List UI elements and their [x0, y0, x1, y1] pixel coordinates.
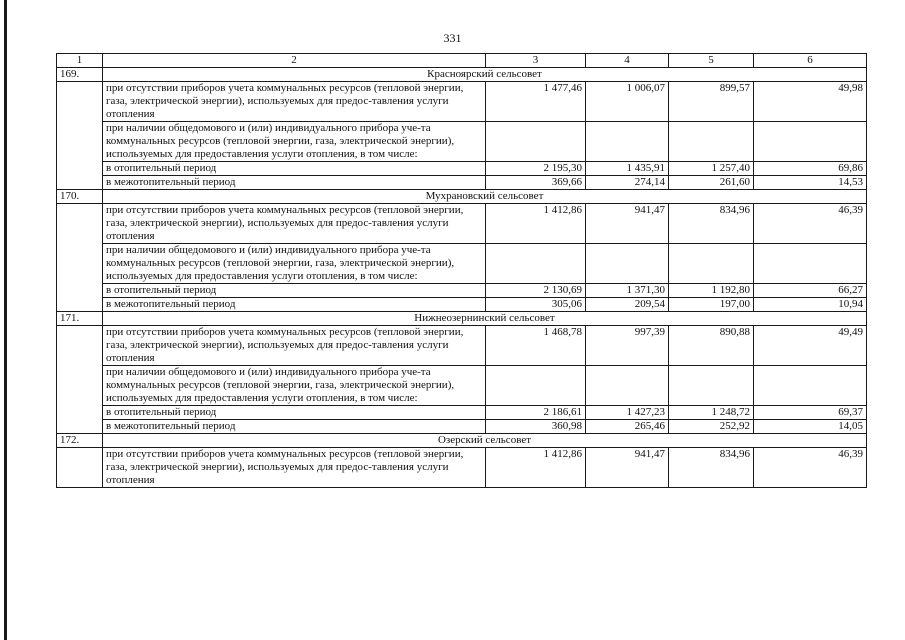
- row-description: в отопительный период: [103, 162, 486, 176]
- value-cell: 1 192,80: [669, 284, 754, 298]
- row-description: при наличии общедомового и (или) индивидуального прибора уче-та коммунальных ресурсов (тепловой энергии, газа, электрической энергии), используемых для предоставления услуги отопления, в том числе:: [103, 122, 486, 162]
- table-row: [57, 406, 867, 420]
- section-name: Нижнеозернинский сельсовет: [103, 312, 867, 326]
- empty-cell: [669, 244, 754, 284]
- value-cell: 49,98: [754, 82, 867, 122]
- value-cell: 66,27: [754, 284, 867, 298]
- row-description: при отсутствии приборов учета коммунальных ресурсов (тепловой энергии, газа, электрической энергии), используемых для предос-тавления услуги отопления: [103, 204, 486, 244]
- table-row: [57, 298, 867, 312]
- row-description: при отсутствии приборов учета коммунальных ресурсов (тепловой энергии, газа, электрической энергии), используемых для предос-тавления услуги отопления: [103, 448, 486, 488]
- value-cell: 1 412,86: [486, 204, 586, 244]
- row-description: в отопительный период: [103, 284, 486, 298]
- value-cell: 941,47: [586, 204, 669, 244]
- table-row: [57, 162, 867, 176]
- table-row: [57, 244, 867, 284]
- value-cell: 261,60: [669, 176, 754, 190]
- empty-cell: [669, 122, 754, 162]
- value-cell: 10,94: [754, 298, 867, 312]
- value-cell: 49,49: [754, 326, 867, 366]
- table-row: [57, 204, 867, 244]
- value-cell: 2 130,69: [486, 284, 586, 298]
- value-cell: 997,39: [586, 326, 669, 366]
- table-row: [57, 122, 867, 162]
- page-number: 331: [443, 31, 462, 45]
- row-description: при наличии общедомового и (или) индивидуального прибора уче-та коммунальных ресурсов (тепловой энергии, газа, электрической энергии), используемых для предоставления услуги отопления, в том числе:: [103, 366, 486, 406]
- value-cell: 209,54: [586, 298, 669, 312]
- value-cell: 1 257,40: [669, 162, 754, 176]
- value-cell: 305,06: [486, 298, 586, 312]
- row-description: при наличии общедомового и (или) индивидуального прибора уче-та коммунальных ресурсов (тепловой энергии, газа, электрической энергии), используемых для предоставления услуги отопления, в том числе:: [103, 244, 486, 284]
- table-row: [57, 420, 867, 434]
- column-header: 3: [486, 54, 586, 68]
- column-header: 4: [586, 54, 669, 68]
- section-name: Красноярский сельсовет: [103, 68, 867, 82]
- row-description: в отопительный период: [103, 406, 486, 420]
- value-cell: 899,57: [669, 82, 754, 122]
- row-description: при отсутствии приборов учета коммунальных ресурсов (тепловой энергии, газа, электрической энергии), используемых для предос-тавления услуги отопления: [103, 326, 486, 366]
- value-cell: 1 427,23: [586, 406, 669, 420]
- row-description: в межотопительный период: [103, 298, 486, 312]
- column-header: 6: [754, 54, 867, 68]
- value-cell: 834,96: [669, 448, 754, 488]
- table-row: [57, 366, 867, 406]
- section-name: Озерский сельсовет: [103, 434, 867, 448]
- row-description: в межотопительный период: [103, 420, 486, 434]
- column-header: 1: [57, 54, 103, 68]
- empty-cell: [486, 244, 586, 284]
- section-number: 169.: [57, 68, 103, 82]
- value-cell: 1 435,91: [586, 162, 669, 176]
- value-cell: 1 412,86: [486, 448, 586, 488]
- table-row: [57, 176, 867, 190]
- table-row: [57, 82, 867, 122]
- table-row: [57, 448, 867, 488]
- empty-cell: [754, 244, 867, 284]
- value-cell: 2 195,30: [486, 162, 586, 176]
- value-cell: 69,86: [754, 162, 867, 176]
- value-cell: 46,39: [754, 448, 867, 488]
- value-cell: 14,53: [754, 176, 867, 190]
- value-cell: 1 468,78: [486, 326, 586, 366]
- empty-cell: [669, 366, 754, 406]
- value-cell: 265,46: [586, 420, 669, 434]
- value-cell: 274,14: [586, 176, 669, 190]
- empty-cell: [57, 326, 103, 434]
- value-cell: 1 006,07: [586, 82, 669, 122]
- scan-edge-line: [4, 0, 7, 640]
- value-cell: 369,66: [486, 176, 586, 190]
- value-cell: 1 248,72: [669, 406, 754, 420]
- empty-cell: [57, 204, 103, 312]
- section-name: Мухрановский сельсовет: [103, 190, 867, 204]
- value-cell: 46,39: [754, 204, 867, 244]
- column-number-row: [57, 54, 867, 68]
- value-cell: 1 477,46: [486, 82, 586, 122]
- column-header: 2: [103, 54, 486, 68]
- empty-cell: [586, 122, 669, 162]
- section-header-row: [57, 68, 867, 82]
- value-cell: 941,47: [586, 448, 669, 488]
- empty-cell: [486, 122, 586, 162]
- value-cell: 197,00: [669, 298, 754, 312]
- section-header-row: [57, 190, 867, 204]
- column-header: 5: [669, 54, 754, 68]
- empty-cell: [586, 366, 669, 406]
- section-number: 172.: [57, 434, 103, 448]
- section-number: 171.: [57, 312, 103, 326]
- empty-cell: [486, 366, 586, 406]
- value-cell: 69,37: [754, 406, 867, 420]
- empty-cell: [754, 122, 867, 162]
- value-cell: 14,05: [754, 420, 867, 434]
- table-row: [57, 284, 867, 298]
- value-cell: 834,96: [669, 204, 754, 244]
- section-header-row: [57, 434, 867, 448]
- empty-cell: [57, 448, 103, 488]
- empty-cell: [754, 366, 867, 406]
- tariff-table: [56, 53, 867, 488]
- value-cell: 252,92: [669, 420, 754, 434]
- table-row: [57, 326, 867, 366]
- value-cell: 1 371,30: [586, 284, 669, 298]
- section-header-row: [57, 312, 867, 326]
- empty-cell: [586, 244, 669, 284]
- section-number: 170.: [57, 190, 103, 204]
- value-cell: 890,88: [669, 326, 754, 366]
- row-description: в межотопительный период: [103, 176, 486, 190]
- value-cell: 360,98: [486, 420, 586, 434]
- value-cell: 2 186,61: [486, 406, 586, 420]
- empty-cell: [57, 82, 103, 190]
- row-description: при отсутствии приборов учета коммунальных ресурсов (тепловой энергии, газа, электрической энергии), используемых для предос-тавления услуги отопления: [103, 82, 486, 122]
